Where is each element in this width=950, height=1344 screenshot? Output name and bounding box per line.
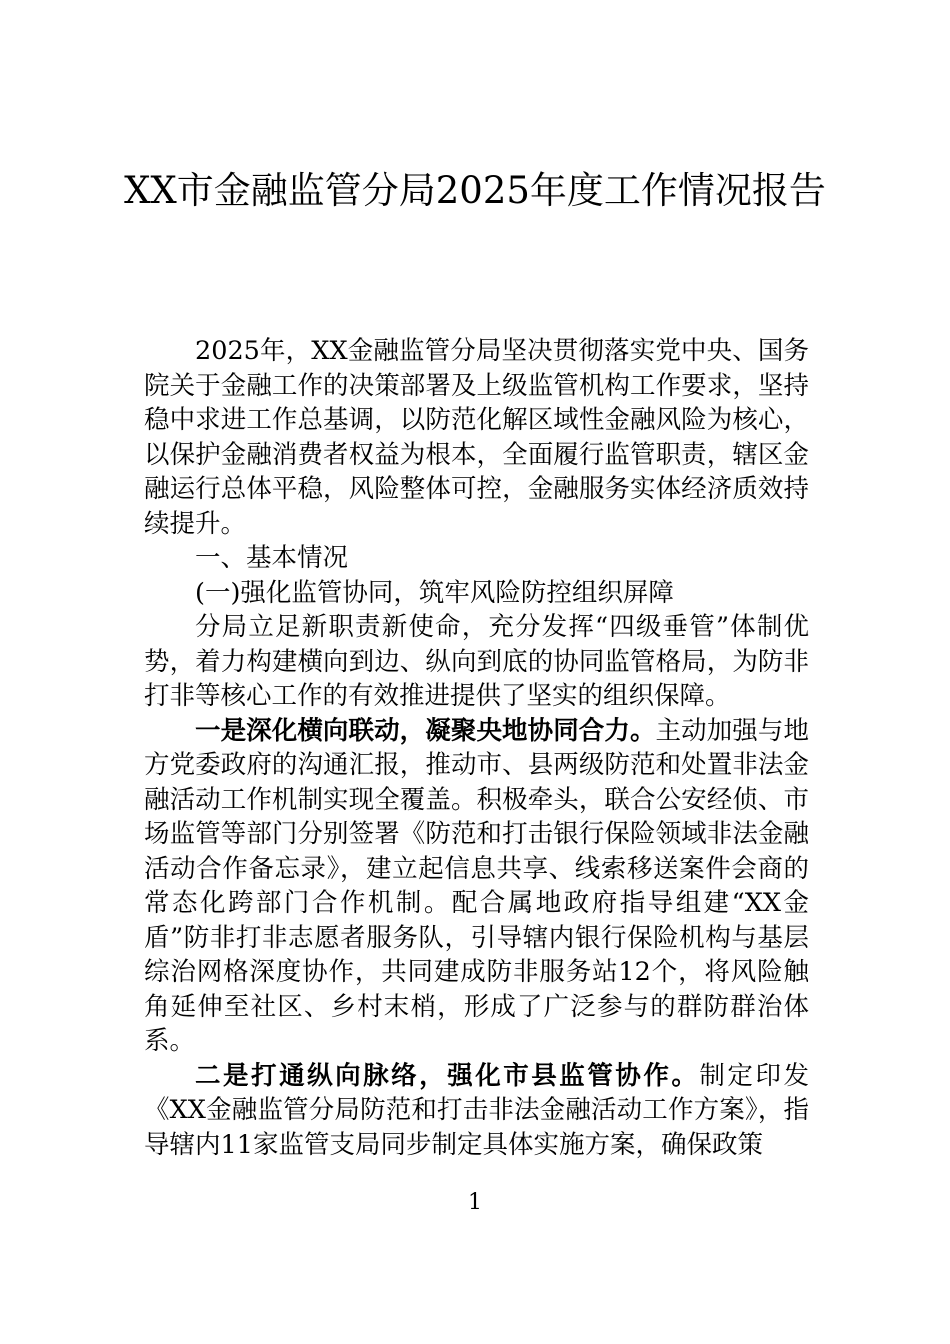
paragraph-intro <box>144 334 809 541</box>
paragraph-text: 主动加强与地方党委政府的沟通汇报，推动市、县两级防范和处置非法金融活动工作机制实现全覆盖。积极牵头，联合公安经侦、市场监管等部门分别签署《防范和打击银行保险领域非法金融活动合作备忘录》，建立起信息共享、线索移送案件会商的常态化跨部门合作机制。配合属地政府指导组建“XX金盾”防非打非志愿者服务队，引导辖内银行保险机构与基层综治网格深度协作，共同建成防非服务站12个，将风险触角延伸至社区、乡村末梢，形成了广泛参与的群防群治体系。 <box>144 715 809 1056</box>
paragraph-point-one <box>144 714 809 1059</box>
paragraph-text: 2025年，XX金融监管分局坚决贯彻落实党中央、国务院关于金融工作的决策部署及上级监管机构工作要求，坚持稳中求进工作总基调，以防范化解区域性金融风险为核心，以保护金融消费者权益为根本，全面履行监管职责，辖区金融运行总体平稳，风险整体可控，金融服务实体经济质效持续提升。 <box>144 336 809 539</box>
paragraph-text: (一)强化监管协同，筑牢风险防控组织屏障 <box>195 577 674 608</box>
document-body <box>144 334 809 1162</box>
paragraph-text: 分局立足新职责新使命，充分发挥“四级垂管”体制优势，着力构建横向到边、纵向到底的协同监管格局，为防非打非等核心工作的有效推进提供了坚实的组织保障。 <box>144 612 809 711</box>
paragraph-point-two <box>144 1059 809 1163</box>
paragraph-lead: 二是打通纵向脉络，强化市县监管协作。 <box>195 1060 700 1091</box>
page-number: 1 <box>468 1190 482 1215</box>
paragraph-text: 制定印发《XX金融监管分局防范和打击非法金融活动工作方案》，指导辖内11家监管支局同步制定具体实施方案，确保政策 <box>144 1060 809 1160</box>
section-heading-basic-situation <box>144 541 809 576</box>
paragraph-overview <box>144 610 809 714</box>
document-title: XX市金融监管分局2025年度工作情况报告 <box>124 169 826 212</box>
paragraph-lead: 一是深化横向联动，凝聚央地协同合力。 <box>195 715 656 746</box>
subsection-heading-1 <box>144 576 809 611</box>
paragraph-text: 一、基本情况 <box>195 543 349 573</box>
